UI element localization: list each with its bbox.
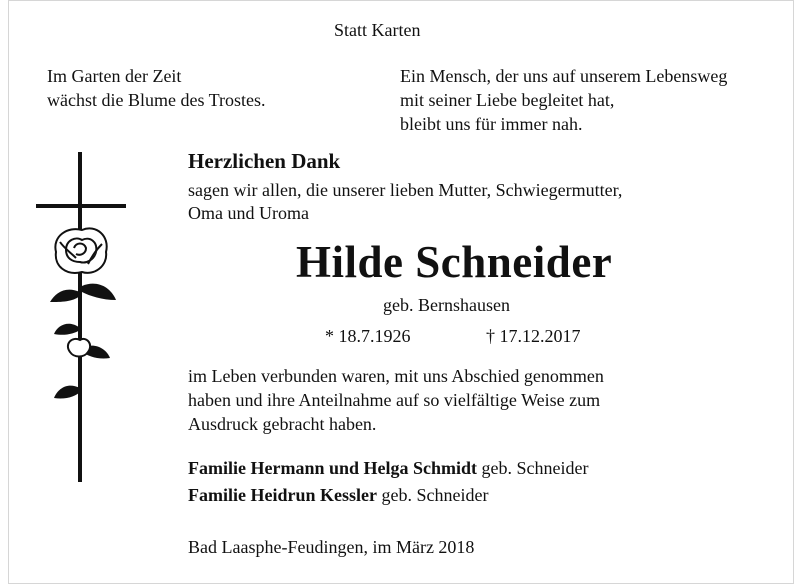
deceased-name: Hilde Schneider xyxy=(296,237,613,287)
left-quote-line: Im Garten der Zeit xyxy=(47,66,182,86)
family-name: Familie Hermann und Helga Schmidt xyxy=(188,458,478,478)
left-quote-line: wächst die Blume des Trostes. xyxy=(47,90,266,110)
place-date: Bad Laasphe-Feudingen, im März 2018 xyxy=(188,537,475,557)
family-suffix: geb. Schneider xyxy=(477,458,589,478)
right-quote-line: bleibt uns für immer nah. xyxy=(400,114,583,134)
body-line: Ausdruck gebracht haben. xyxy=(188,414,377,434)
family-name: Familie Heidrun Kessler xyxy=(188,485,377,505)
thanks-line: Oma und Uroma xyxy=(188,203,309,223)
death-date: † 17.12.2017 xyxy=(486,326,581,346)
thanks-line: sagen wir allen, die unserer lieben Mutter, Schwiegermutter, xyxy=(188,180,623,200)
cross-with-rose-icon xyxy=(36,152,132,482)
family-suffix: geb. Schneider xyxy=(376,485,489,505)
thanks-heading: Herzlichen Dank xyxy=(188,149,341,173)
birth-date: * 18.7.1926 xyxy=(325,326,411,346)
statt-karten-heading: Statt Karten xyxy=(334,20,421,40)
maiden-name: geb. Bernshausen xyxy=(383,295,510,315)
body-line: im Leben verbunden waren, mit uns Abschied genommen xyxy=(188,366,604,386)
family-line xyxy=(188,483,488,507)
family-line xyxy=(188,456,588,480)
body-line: haben und ihre Anteilnahme auf so vielfältige Weise zum xyxy=(188,390,601,410)
right-quote-line: mit seiner Liebe begleitet hat, xyxy=(400,90,615,110)
right-quote-line: Ein Mensch, der uns auf unserem Lebensweg xyxy=(400,66,728,86)
